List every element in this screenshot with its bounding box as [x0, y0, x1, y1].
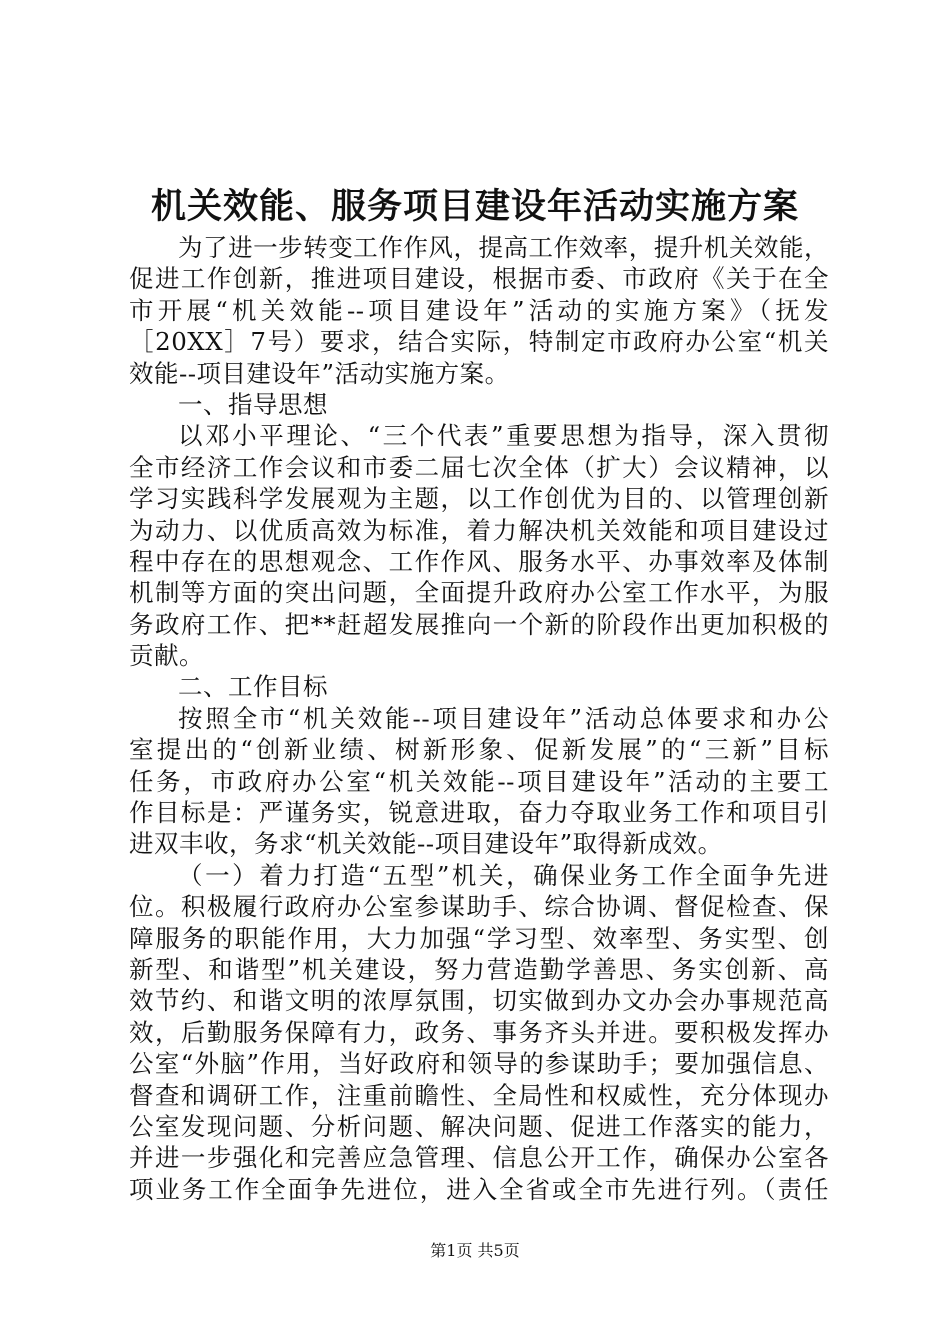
body-line: 障服务的职能作用，大力加强“学习型、效率型、务实型、创 — [129, 923, 829, 953]
body-line: 为动力、以优质高效为标准，着力解决机关效能和项目建设过 — [129, 515, 829, 545]
document-body — [129, 232, 829, 1205]
body-line: 一、指导思想 — [178, 389, 328, 419]
body-line: 程中存在的思想观念、工作作风、服务水平、办事效率及体制 — [129, 546, 829, 576]
body-line: 项业务工作全面争先进位，进入全省或全市先进行列。（责任 — [129, 1174, 829, 1204]
body-line: 进双丰收，务求“机关效能--项目建设年”取得新成效。 — [129, 829, 723, 859]
body-line: 贡献。 — [129, 641, 204, 671]
body-line: 二、工作目标 — [178, 672, 328, 702]
body-line: 为了进一步转变工作作风，提高工作效率，提升机关效能， — [178, 233, 829, 262]
body-line: 效，后勤服务保障有力，政务、事务齐头并进。要积极发挥办 — [129, 1017, 829, 1047]
body-line: 位。积极履行政府办公室参谋助手、综合协调、督促检查、保 — [129, 892, 829, 922]
body-line: 效节约、和谐文明的浓厚氛围，切实做到办文办会办事规范高 — [129, 986, 829, 1016]
body-line: 并进一步强化和完善应急管理、信息公开工作，确保办公室各 — [129, 1143, 829, 1173]
body-line: 市开展“机关效能--项目建设年”活动的实施方案》（抚发 — [129, 295, 829, 325]
body-line: （一）着力打造“五型”机关，确保业务工作全面争先进 — [178, 860, 829, 890]
body-line: 新型、和谐型”机关建设，努力营造勤学善思、务实创新、高 — [129, 954, 829, 984]
body-line: ［20XX］7号）要求，结合实际，特制定市政府办公室“机关 — [129, 327, 829, 357]
body-line: 按照全市“机关效能--项目建设年”活动总体要求和办公 — [178, 703, 829, 733]
body-line: 作目标是：严谨务实，锐意进取，奋力夺取业务工作和项目引 — [129, 798, 829, 828]
page-footer: 第1页 共5页 — [430, 1241, 520, 1260]
body-line: 督查和调研工作，注重前瞻性、全局性和权威性，充分体现办 — [129, 1080, 829, 1110]
document-title: 机关效能、服务项目建设年活动实施方案 — [150, 186, 799, 227]
body-line: 促进工作创新，推进项目建设，根据市委、市政府《关于在全 — [129, 264, 829, 294]
body-line: 全市经济工作会议和市委二届七次全体（扩大）会议精神，以 — [129, 452, 829, 482]
body-line: 效能--项目建设年”活动实施方案。 — [129, 358, 510, 388]
body-line: 学习实践科学发展观为主题，以工作创优为目的、以管理创新 — [129, 484, 829, 514]
body-line: 公室发现问题、分析问题、解决问题、促进工作落实的能力， — [129, 1111, 829, 1141]
body-line: 以邓小平理论、“三个代表”重要思想为指导，深入贯彻 — [178, 421, 829, 451]
body-line: 室提出的“创新业绩、树新形象、促新发展”的“三新”目标 — [129, 735, 829, 765]
body-line: 务政府工作、把**赶超发展推向一个新的阶段作出更加积极的 — [129, 609, 829, 639]
body-line: 公室“外脑”作用，当好政府和领导的参谋助手；要加强信息、 — [129, 1049, 829, 1079]
body-line: 任务，市政府办公室“机关效能--项目建设年”活动的主要工 — [129, 766, 829, 796]
body-line: 机制等方面的突出问题，全面提升政府办公室工作水平，为服 — [129, 578, 829, 608]
